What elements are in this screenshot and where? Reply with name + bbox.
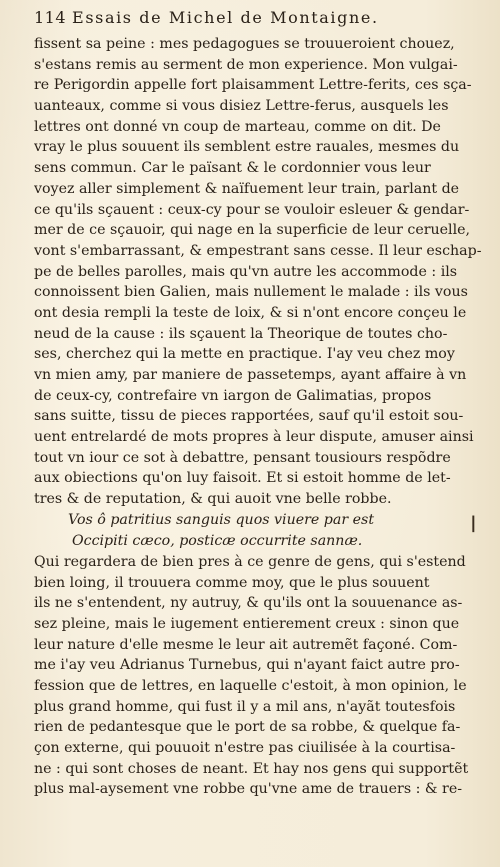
body-text	[34, 34, 486, 800]
text-line: re Perigordin appelle fort plaisamment Lettre-ferits, ces sça-	[34, 77, 472, 94]
paragraph-1	[34, 34, 486, 510]
text-line: tout vn iour ce sot à debattre, pensant tousiours respõdre	[34, 449, 451, 466]
text-line: uanteaux, comme si vous disiez Lettre-ferus, ausquels les	[34, 98, 449, 115]
text-line: connoissent bien Galien, mais nullement le malade : ils vous	[34, 284, 468, 301]
text-line: pe de belles parolles, mais qu'vn autre les accommode : ils	[34, 263, 458, 280]
text-line: vray le plus souuent ils semblent estre rauales, mesmes du	[34, 139, 460, 156]
text-line: de ceux-cy, contrefaire vn iargon de Galimatias, propos	[34, 387, 432, 404]
text-line: sans suitte, tissu de pieces rapportées, sauf qu'il estoit sou-	[34, 408, 464, 425]
text-line: bien loing, il trouuera comme moy, que le plus souuent	[34, 574, 430, 591]
latin-quote	[34, 510, 486, 552]
text-line: fissent sa peine : mes pedagogues se trouueroient chouez,	[34, 36, 455, 52]
text-line: vn mien amy, par maniere de passetemps, ayant affaire à vn	[34, 367, 467, 383]
text-line: aux obiections qu'on luy faisoit. Et si estoit homme de let-	[34, 470, 451, 487]
text-line: ne : qui sont choses de neant. Et hay nos gens qui supportẽt	[34, 760, 469, 777]
paragraph-2	[34, 552, 486, 800]
running-title: Essais de Michel de Montaigne.	[72, 8, 379, 27]
text-line: ce qu'ils sçauent : ceux-cy pour se vouloir esleuer & gendar-	[34, 201, 470, 218]
text-line: çon externe, qui pouuoit n'estre pas ciuilisée à la courtisa-	[34, 740, 456, 756]
text-line: vont s'embarrassant, & empestrant sans cesse. Il leur eschap-	[34, 242, 482, 259]
text-line: sez pleine, mais le iugement entierement creux : sinon que	[34, 615, 460, 632]
text-line: uent entrelardé de mots propres à leur dispute, amuser ainsi	[34, 429, 474, 446]
text-line: plus grand homme, qui fust il y a mil ans, n'ayãt toutesfois	[34, 698, 456, 715]
page-header	[34, 8, 486, 32]
text-line: rien de pedantesque que le port de sa robbe, & quelque fa-	[34, 719, 461, 736]
page-number: 114	[34, 8, 67, 27]
text-line: me i'ay veu Adrianus Turnebus, qui n'ayant faict autre pro-	[34, 657, 460, 674]
text-line: s'estans remis au serment de mon experience. Mon vulgai-	[34, 56, 458, 73]
text-line: ses, cherchez qui la mette en practique. I'ay veu chez moy	[34, 346, 455, 363]
text-line: tres & de reputation, & qui auoit vne belle robbe.	[34, 491, 392, 508]
text-line: lettres ont donné vn coup de marteau, comme on dit. De	[34, 118, 441, 135]
text-line: sens commun. Car le païsant & le cordonnier vous leur	[34, 160, 431, 177]
text-line: ont desia rempli la teste de loix, & si n'ont encore conçeu le	[34, 304, 467, 321]
text-line: fession que de lettres, en laquelle c'estoit, à mon opinion, le	[34, 677, 467, 694]
text-line: mer de ce sçauoir, qui nage en la superficie de leur ceruelle,	[34, 222, 471, 239]
text-line: plus mal-aysement vne robbe qu'vne ame de trauers : & re-	[34, 781, 463, 798]
text-line: Qui regardera de bien pres à ce genre de gens, qui s'estend	[34, 553, 466, 570]
quote-line: Vos ô patritius sanguis quos viuere par est	[68, 511, 375, 528]
text-line: neud de la cause : ils sçauent la Theorique de toutes cho-	[34, 325, 448, 342]
margin-mark: ❘	[466, 513, 480, 532]
text-line: ils ne s'entendent, ny autruy, & qu'ils ont la souuenance as-	[34, 595, 463, 612]
text-line: leur nature d'elle mesme le leur ait autremẽt façoné. Com-	[34, 636, 458, 653]
text-line: voyez aller simplement & naïfuement leur train, parlant de	[34, 180, 460, 197]
quote-line: Occipiti cæco, posticæ occurrite sannæ.	[72, 532, 363, 549]
